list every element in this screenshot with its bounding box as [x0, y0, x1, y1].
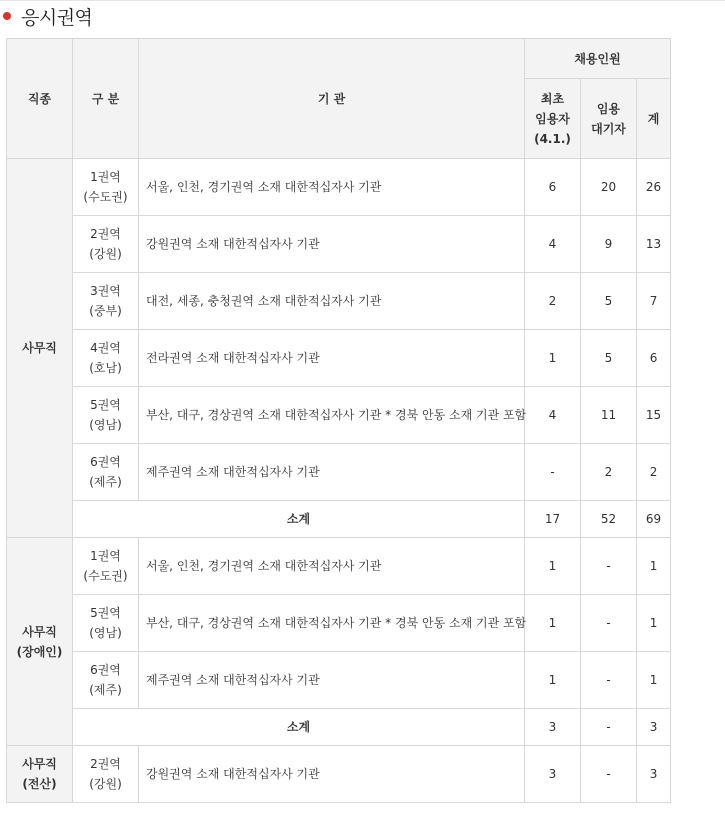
total-count: 26 [637, 159, 671, 216]
total-count: 6 [637, 330, 671, 387]
total-count: 2 [637, 444, 671, 501]
division-cell [73, 330, 139, 387]
total-count: 1 [637, 652, 671, 709]
region-area: (강원) [89, 777, 122, 791]
job-name: 사무직 [22, 341, 57, 355]
region-name: 5권역 [90, 398, 121, 412]
waiting-count: 2 [581, 444, 637, 501]
total-count: 1 [637, 538, 671, 595]
division-cell [73, 538, 139, 595]
agency-cell: 서울, 인천, 경기권역 소재 대한적십자사 기관 [139, 159, 525, 216]
division-cell [73, 273, 139, 330]
region-area: (영남) [89, 418, 122, 432]
region-name: 1권역 [90, 549, 121, 563]
first-count: - [525, 444, 581, 501]
region-area: (중부) [89, 304, 122, 318]
header-first-line2: 임용자 [535, 111, 570, 126]
first-count: 4 [525, 216, 581, 273]
top-divider [0, 0, 725, 1]
division-cell [73, 746, 139, 803]
region-area: (수도권) [83, 569, 128, 583]
first-count: 1 [525, 538, 581, 595]
agency-cell: 강원권역 소재 대한적십자사 기관 [139, 746, 525, 803]
agency-cell: 부산, 대구, 경상권역 소재 대한적십자사 기관 * 경북 안동 소재 기관 포함 [139, 595, 525, 652]
division-cell [73, 444, 139, 501]
header-waiting-line1: 임용 [596, 101, 621, 116]
subtotal-waiting: - [581, 709, 637, 746]
division-cell [73, 595, 139, 652]
header-first-appointee [525, 79, 581, 159]
agency-cell: 제주권역 소재 대한적십자사 기관 [139, 444, 525, 501]
header-first-line1: 최초 [540, 91, 565, 106]
first-count: 2 [525, 273, 581, 330]
agency-cell: 대전, 세종, 충청권역 소재 대한적십자사 기관 [139, 273, 525, 330]
region-area: (제주) [89, 475, 122, 489]
agency-cell: 전라권역 소재 대한적십자사 기관 [139, 330, 525, 387]
region-name: 4권역 [90, 341, 121, 355]
subtotal-total: 3 [637, 709, 671, 746]
subtotal-row [7, 709, 671, 746]
table-row [7, 652, 671, 709]
total-count: 15 [637, 387, 671, 444]
first-count: 1 [525, 595, 581, 652]
table-row [7, 387, 671, 444]
waiting-count: 5 [581, 273, 637, 330]
region-area: (수도권) [83, 190, 128, 204]
waiting-count: - [581, 538, 637, 595]
table-row [7, 216, 671, 273]
header-agency: 기 관 [139, 39, 525, 159]
first-count: 3 [525, 746, 581, 803]
total-count: 7 [637, 273, 671, 330]
agency-cell: 제주권역 소재 대한적십자사 기관 [139, 652, 525, 709]
region-name: 2권역 [90, 757, 121, 771]
job-cell [7, 538, 73, 746]
table-row [7, 595, 671, 652]
table-row [7, 538, 671, 595]
header-job: 직종 [7, 39, 73, 159]
job-name: 사무직 [22, 624, 57, 639]
waiting-count: - [581, 746, 637, 803]
recruitment-region-table [6, 38, 671, 803]
job-subname: (전산) [22, 777, 57, 791]
waiting-count: 11 [581, 387, 637, 444]
subtotal-row [7, 501, 671, 538]
subtotal-total: 69 [637, 501, 671, 538]
region-name: 3권역 [90, 284, 121, 298]
waiting-count: 20 [581, 159, 637, 216]
header-first-line3: (4.1.) [534, 131, 571, 146]
total-count: 13 [637, 216, 671, 273]
table-row [7, 746, 671, 803]
region-area: (제주) [89, 683, 122, 697]
header-waiting-appointee [581, 79, 637, 159]
region-name: 1권역 [90, 170, 121, 184]
region-name: 6권역 [90, 455, 121, 469]
header-division: 구 분 [73, 39, 139, 159]
job-name: 사무직 [22, 757, 57, 771]
region-area: (강원) [89, 247, 122, 261]
region-area: (영남) [89, 626, 122, 640]
bullet-icon [3, 12, 11, 20]
table-row [7, 273, 671, 330]
waiting-count: 9 [581, 216, 637, 273]
agency-cell: 부산, 대구, 경상권역 소재 대한적십자사 기관 * 경북 안동 소재 기관 포함 [139, 387, 525, 444]
header-hiring: 채용인원 [525, 39, 671, 79]
first-count: 6 [525, 159, 581, 216]
job-cell [7, 159, 73, 538]
section-heading [3, 3, 92, 29]
division-cell [73, 387, 139, 444]
division-cell [73, 159, 139, 216]
job-cell [7, 746, 73, 803]
job-subname: (장애인) [16, 644, 63, 659]
total-count: 1 [637, 595, 671, 652]
waiting-count: 5 [581, 330, 637, 387]
region-name: 5권역 [90, 606, 121, 620]
section-title: 응시권역 [21, 6, 93, 29]
first-count: 1 [525, 330, 581, 387]
header-waiting-line2: 대기자 [591, 121, 626, 136]
agency-cell: 서울, 인천, 경기권역 소재 대한적십자사 기관 [139, 538, 525, 595]
table-row [7, 330, 671, 387]
division-cell [73, 652, 139, 709]
subtotal-label: 소계 [73, 709, 525, 746]
waiting-count: - [581, 595, 637, 652]
subtotal-first: 3 [525, 709, 581, 746]
agency-cell: 강원권역 소재 대한적십자사 기관 [139, 216, 525, 273]
region-name: 2권역 [90, 227, 121, 241]
waiting-count: - [581, 652, 637, 709]
first-count: 1 [525, 652, 581, 709]
total-count: 3 [637, 746, 671, 803]
table-row [7, 444, 671, 501]
division-cell [73, 216, 139, 273]
subtotal-waiting: 52 [581, 501, 637, 538]
table-row [7, 159, 671, 216]
region-name: 6권역 [90, 663, 121, 677]
subtotal-first: 17 [525, 501, 581, 538]
region-area: (호남) [89, 361, 122, 375]
subtotal-label: 소계 [73, 501, 525, 538]
first-count: 4 [525, 387, 581, 444]
header-total: 계 [637, 79, 671, 159]
